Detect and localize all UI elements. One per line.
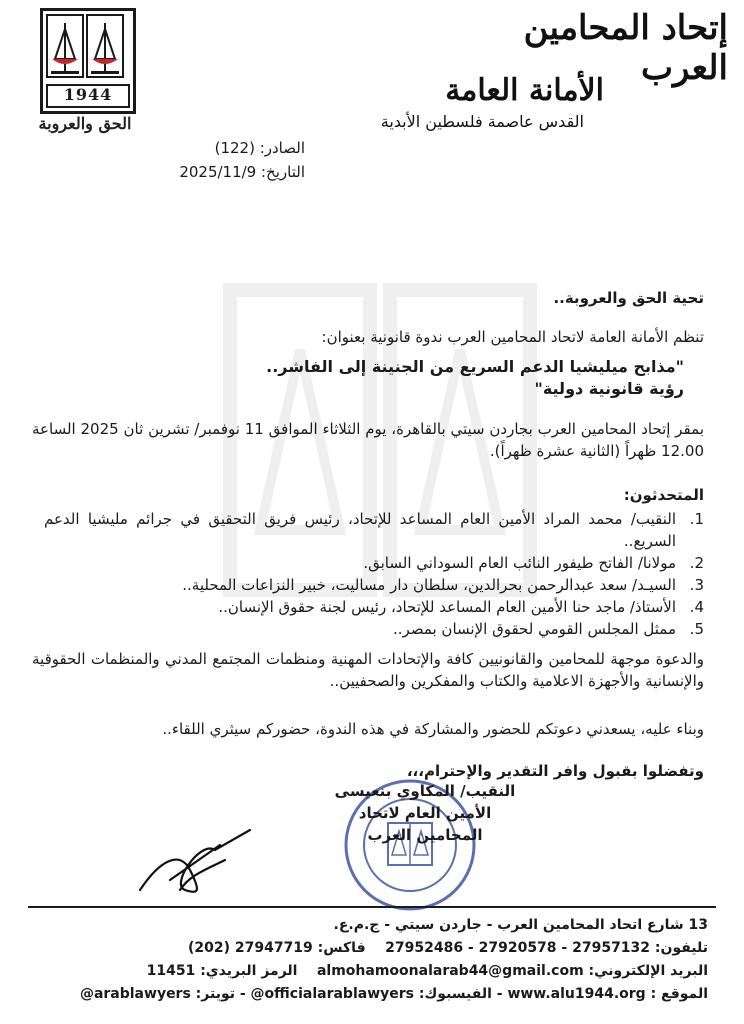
postal-label: الرمز البريدي: <box>200 963 298 979</box>
reference-block <box>125 136 305 184</box>
logo-year: 1944 <box>46 84 130 108</box>
speaker-text: النقيب/ محمد المراد الأمين العام المساعد للإتحاد، رئيس فريق التحقيق في جرائم مليشيا الدعم السريع.. <box>44 510 676 550</box>
twitter-link[interactable]: @arablawyers <box>79 986 191 1002</box>
speakers-list <box>44 508 704 640</box>
fax-number: (202) 27947719 <box>187 940 313 956</box>
scales-of-justice-icon <box>43 11 127 85</box>
website-link[interactable]: www.alu1944.org <box>507 986 646 1002</box>
email-link[interactable]: almohamoonalarab44@gmail.com <box>316 963 584 979</box>
regards-line: وتفضلوا بقبول وافر التقدير والإحترام،،، <box>406 762 704 780</box>
list-item <box>44 574 704 596</box>
fax-label: فاكس: <box>317 940 366 956</box>
speaker-text: مولانا/ الفاتح طيفور النائب العام السوداني السابق. <box>363 554 676 572</box>
logo-motto: الحق والعروبة <box>38 114 132 133</box>
footer-web <box>80 983 708 1005</box>
signature-block <box>330 780 520 846</box>
phone-numbers: 27952486 - 27920578 - 27957132 <box>385 940 651 956</box>
facebook-label: - الفيسبوك: <box>418 986 503 1002</box>
email-label: البريد الإلكتروني: <box>588 963 708 979</box>
speakers-heading: المتحدثون: <box>623 486 704 504</box>
city-line: القدس عاصمة فلسطين الأبدية <box>380 112 584 131</box>
footer-phones <box>188 937 708 959</box>
union-logo <box>40 8 136 114</box>
phone-label: تليفون: <box>654 940 708 956</box>
speaker-number: 2. <box>689 554 704 572</box>
footer-divider <box>28 906 716 908</box>
list-item <box>44 552 704 574</box>
seminar-title-line-1: "مذابح ميليشيا الدعم السريع من الجنينة إلى الفاشر.. <box>266 357 684 376</box>
seminar-title-line-2: رؤية قانونية دولية" <box>534 379 684 398</box>
list-item <box>44 618 704 640</box>
seminar-title <box>214 356 684 400</box>
list-item <box>44 508 704 552</box>
footer-address: 13 شارع اتحاد المحامين العرب - جاردن سيتي - ج.م.ع. <box>333 917 708 933</box>
speaker-number: 5. <box>689 620 704 638</box>
invitation-paragraph: والدعوة موجهة للمحامين والقانونيين كافة والإتحادات المهنية ومنظمات المجتمع المدني والمنظمات الحقوقية والإنسانية والأجهزة الاعلامية والكتاب والمفكرين والصحفيين.. <box>32 650 704 690</box>
list-item <box>44 596 704 618</box>
speaker-number: 3. <box>689 576 704 594</box>
speaker-number: 1. <box>689 510 704 528</box>
signatory-name: النقيب/ المكاوي بنعيسى <box>334 782 516 800</box>
org-name: إتحاد المحامين العرب <box>523 8 728 88</box>
closing-line: وبناء عليه، يسعدني دعوتكم للحضور والمشاركة في هذه الندوة، حضوركم سيثري اللقاء.. <box>162 720 704 738</box>
footer-contact <box>147 960 708 982</box>
facebook-link[interactable]: @officialarablawyers <box>250 986 414 1002</box>
secretariat-title: الأمانة العامة <box>445 73 604 108</box>
venue-paragraph: بمقر إتحاد المحامين العرب بجاردن سيتي بالقاهرة، يوم الثلاثاء الموافق 11 نوفمبر/ تشرين ثان 2025 الساعة 12.00 ظهراً (الثانية عشرة ظهراً). <box>32 420 704 460</box>
signatory-title: الأمين العام لاتحاد المحامين العرب <box>358 804 492 844</box>
speaker-text: السيـد/ سعد عبدالرحمن بحرالدين، سلطان دار مساليت، خبير النزاعات المحلية.. <box>182 576 676 594</box>
twitter-label: - تويتر: <box>195 986 246 1002</box>
intro-line: تنظم الأمانة العامة لاتحاد المحامين العرب ندوة قانونية بعنوان: <box>321 328 704 346</box>
postal-code: 11451 <box>146 963 196 979</box>
site-label: الموقع : <box>650 986 708 1002</box>
speaker-text: الأستاذ/ ماجد حنا الأمين العام المساعد للإتحاد، رئيس لجنة حقوق الإنسان.. <box>218 598 676 616</box>
handwritten-signature-icon <box>130 820 260 900</box>
issued-number: الصادر: (122) <box>214 139 305 157</box>
issue-date: التاريخ: 2025/11/9 <box>179 163 305 181</box>
speaker-text: ممثل المجلس القومي لحقوق الإنسان بمصر.. <box>393 620 676 638</box>
speaker-number: 4. <box>689 598 704 616</box>
greeting: تحية الحق والعروبة.. <box>553 289 704 307</box>
